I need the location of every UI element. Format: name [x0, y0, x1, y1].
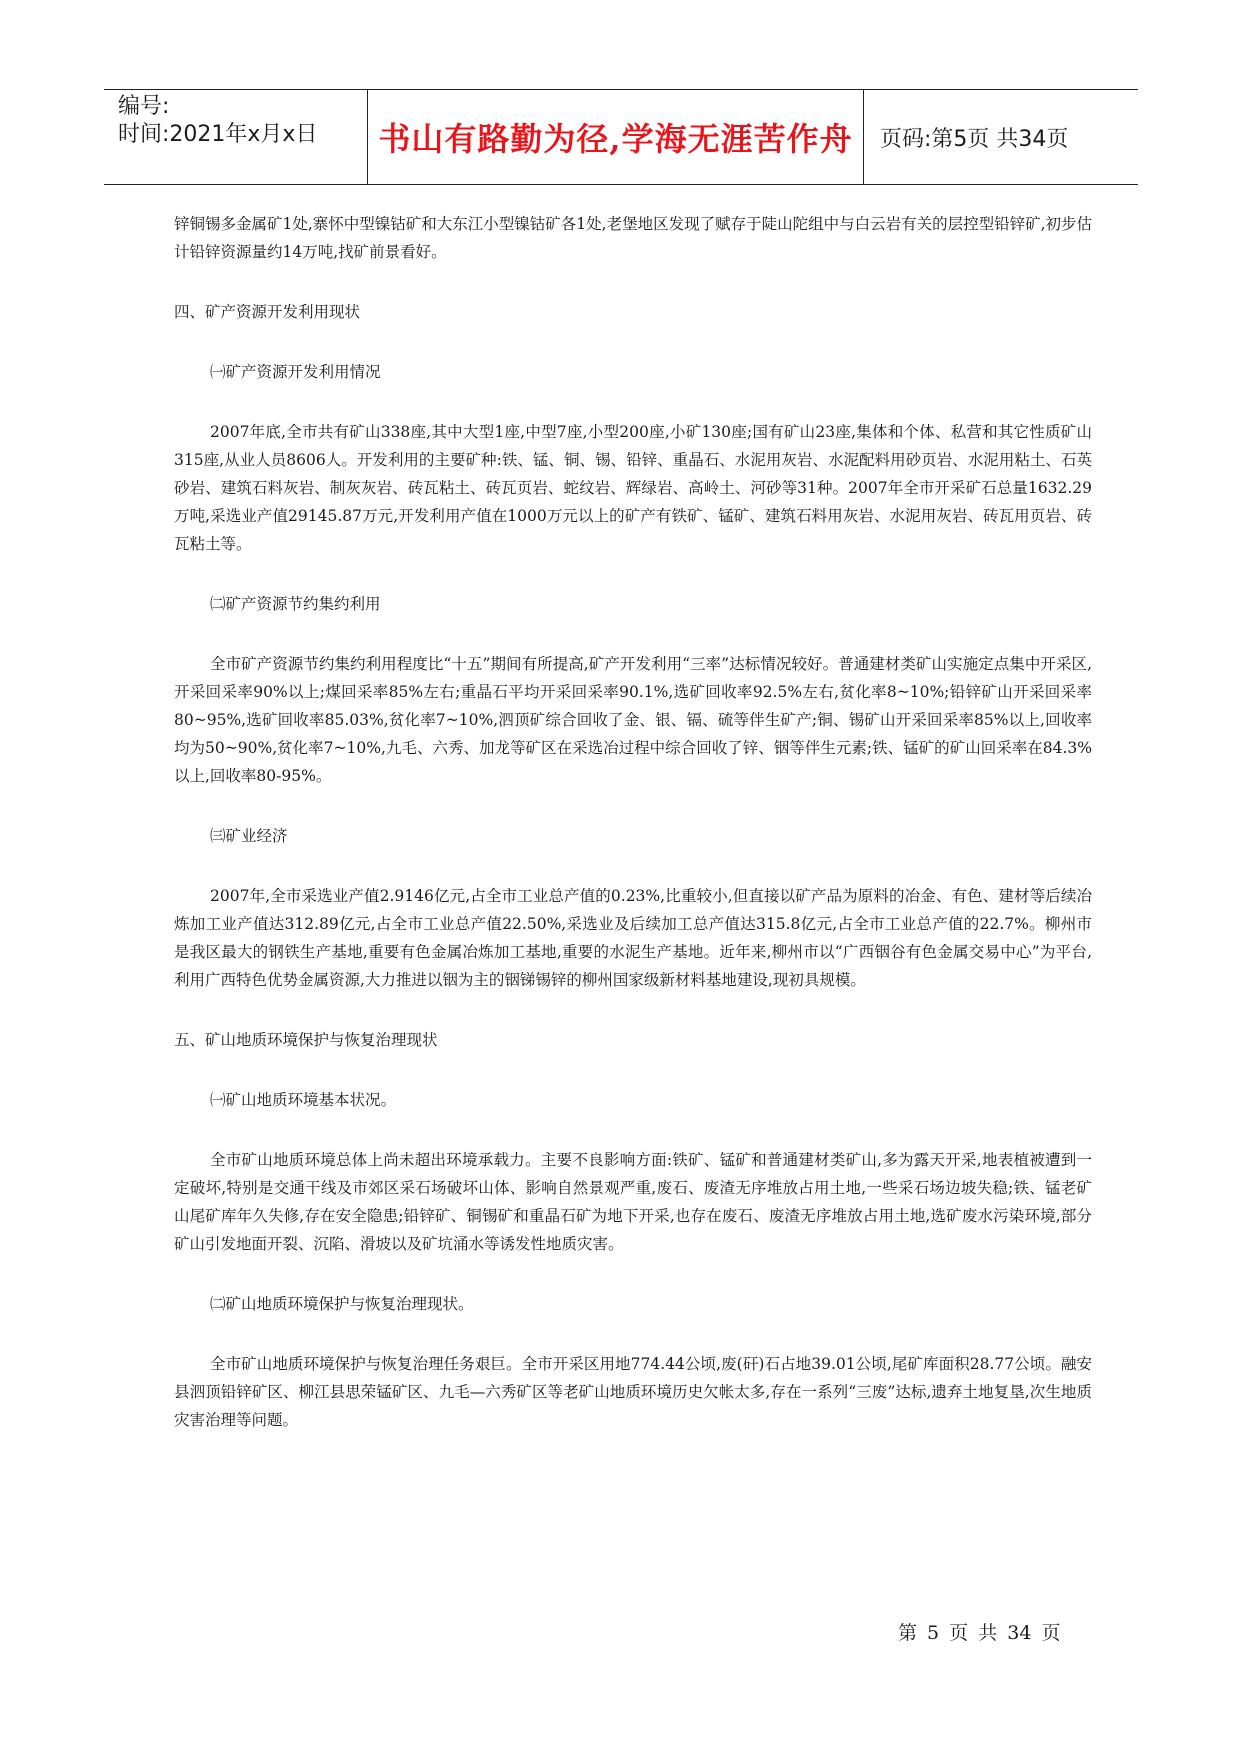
header-right-cell	[864, 90, 1138, 184]
motto-text: 书山有路勤为径,学海无涯苦作舟	[378, 120, 853, 158]
page-footer: 第 5 页 共 34 页	[898, 1622, 1061, 1644]
section-heading-5: 五、矿山地质环境保护与恢复治理现状	[174, 1031, 438, 1049]
header-middle-cell	[368, 90, 864, 184]
subsection-heading-3: ㈢矿业经济	[210, 827, 288, 845]
subsection-heading-1: ㈠矿产资源开发利用情况	[210, 363, 381, 381]
page-header	[104, 89, 1138, 185]
time-line: 时间:2021年x月x日	[118, 122, 318, 147]
document-body	[174, 210, 1092, 1434]
subsection-heading-4: ㈠矿山地质环境基本状况。	[210, 1091, 397, 1109]
header-left-cell	[104, 90, 368, 184]
paragraph-0: 锌铜锡多金属矿1处,寨怀中型镍钴矿和大东江小型镍钴矿各1处,老堡地区发现了赋存于陡山陀组中与白云岩有关的层控型铅锌矿,初步估计铅锌资源量约14万吨,找矿前景看好。	[174, 215, 1093, 261]
paragraph-1: 2007年底,全市共有矿山338座,其中大型1座,中型7座,小型200座,小矿130座;国有矿山23座,集体和个体、私营和其它性质矿山315座,从业人员8606人。开发利用的主要矿种:铁、锰、铜、锡、铅锌、重晶石、水泥用灰岩、水泥配料用砂页岩、水泥用粘土、石英砂岩、建筑石料灰岩、制灰灰岩、砖瓦粘土、砖瓦页岩、蛇纹岩、辉绿岩、高岭土、河砂等31种。2007年全市开采矿石总量1632.29万吨,采选业产值29145.87万元,开发利用产值在1000万元以上的矿产有铁矿、锰矿、建筑石料用灰岩、水泥用灰岩、砖瓦用页岩、砖瓦粘土等。	[174, 423, 1092, 553]
subsection-heading-2: ㈡矿产资源节约集约利用	[210, 595, 381, 613]
section-heading-4: 四、矿产资源开发利用现状	[174, 303, 361, 321]
paragraph-4: 全市矿山地质环境总体上尚未超出环境承载力。主要不良影响方面:铁矿、锰矿和普通建材类矿山,多为露天开采,地表植被遭到一定破坏,特别是交通干线及市郊区采石场破坏山体、影响自然景观严重,废石、废渣无序堆放占用土地,一些采石场边坡失稳;铁、锰老矿山尾矿库年久失修,存在安全隐患;铅锌矿、铜锡矿和重晶石矿为地下开采,也存在废石、废渣无序堆放占用土地,选矿废水污染环境,部分矿山引发地面开裂、沉陷、滑坡以及矿坑涌水等诱发性地质灾害。	[174, 1151, 1092, 1253]
number-label: 编号:	[118, 94, 170, 119]
page-code: 页码:第5页 共34页	[880, 126, 1069, 152]
paragraph-5: 全市矿山地质环境保护与恢复治理任务艰巨。全市开采区用地774.44公顷,废(矸)石占地39.01公顷,尾矿库面积28.77公顷。融安县泗顶铅锌矿区、柳江县思荣锰矿区、九毛—六秀矿区等老矿山地质环境历史欠帐太多,存在一系列“三废”达标,遗弃土地复垦,次生地质灾害治理等问题。	[174, 1355, 1092, 1429]
paragraph-3: 2007年,全市采选业产值2.9146亿元,占全市工业总产值的0.23%,比重较小,但直接以矿产品为原料的冶金、有色、建材等后续冶炼加工业产值达312.89亿元,占全市工业总产值22.50%,采选业及后续加工总产值达315.8亿元,占全市工业总产值的22.7%。柳州市是我区最大的钢铁生产基地,重要有色金属冶炼加工基地,重要的水泥生产基地。近年来,柳州市以“广西铟谷有色金属交易中心”为平台,利用广西特色优势金属资源,大力推进以铟为主的铟锑锡锌的柳州国家级新材料基地建设,现初具规模。	[174, 887, 1092, 989]
paragraph-2: 全市矿产资源节约集约利用程度比“十五”期间有所提高,矿产开发利用“三率”达标情况较好。普通建材类矿山实施定点集中开采区,开采回采率90%以上;煤回采率85%左右;重晶石平均开采回采率90.1%,选矿回收率92.5%左右,贫化率8~10%;铅锌矿山开采回采率80~95%,选矿回收率85.03%,贫化率7~10%,泗顶矿综合回收了金、银、镉、硫等伴生矿产;铜、锡矿山开采回采率85%以上,回收率均为50~90%,贫化率7~10%,九毛、六秀、加龙等矿区在采选冶过程中综合回收了锌、铟等伴生元素;铁、锰矿的矿山回采率在84.3%以上,回收率80-95%。	[174, 655, 1092, 785]
subsection-heading-5: ㈡矿山地质环境保护与恢复治理现状。	[210, 1295, 474, 1313]
